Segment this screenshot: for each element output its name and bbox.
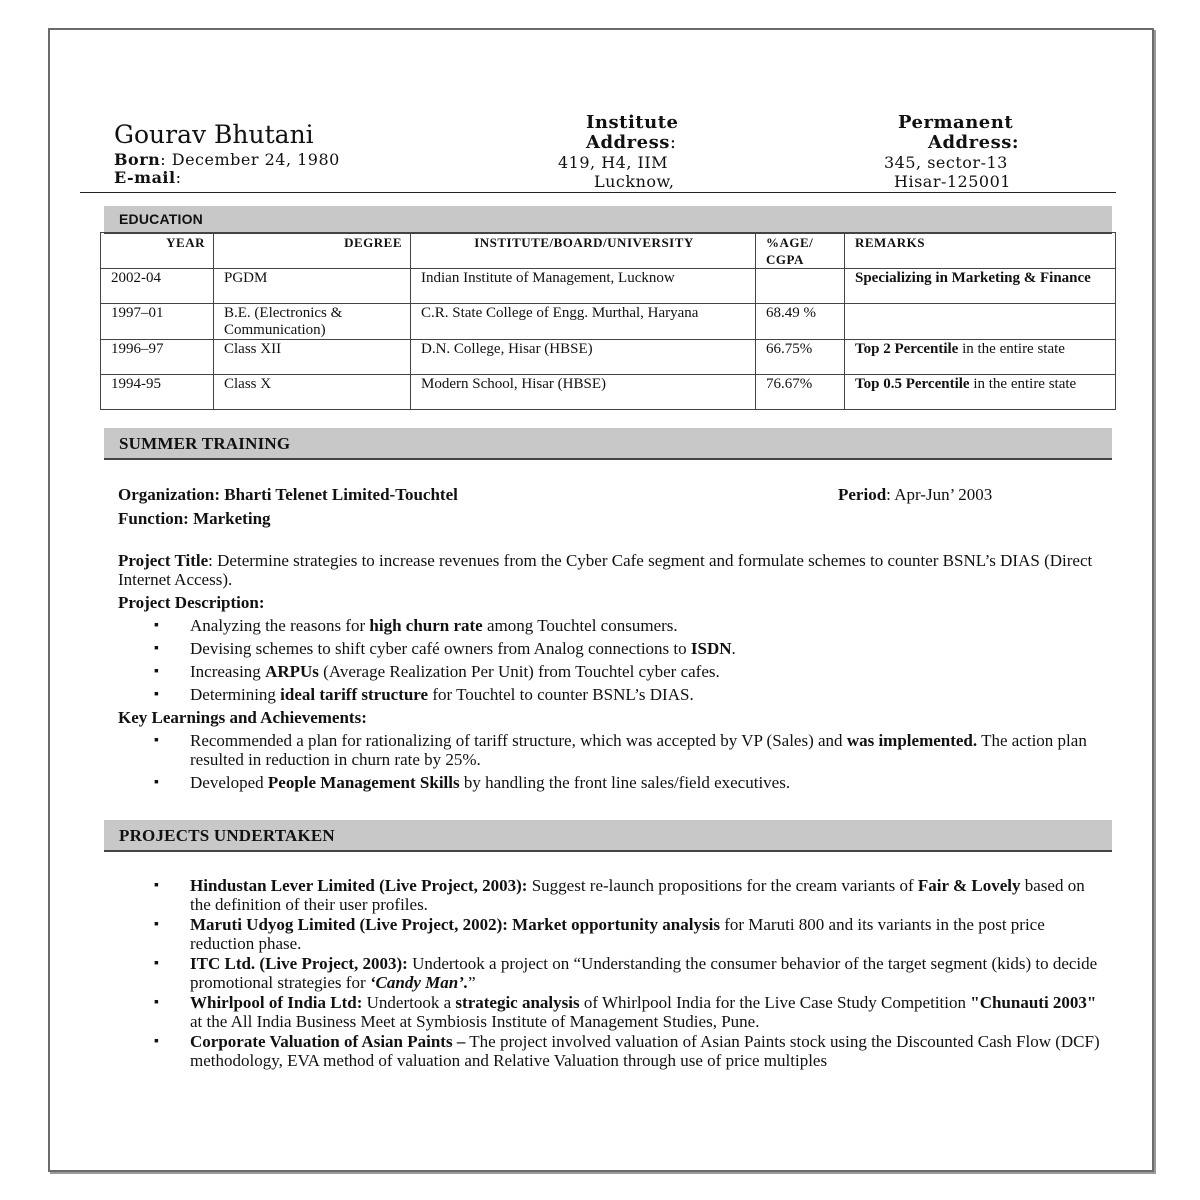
function-line: Function: Marketing — [118, 509, 271, 528]
key-learnings-label: Key Learnings and Achievements: — [118, 708, 367, 727]
born-value: : December 24, 1980 — [160, 150, 340, 169]
institute-address-line-2: Lucknow, — [594, 172, 675, 191]
period-label: Period — [838, 485, 887, 504]
list-item: ▪ Recommended a plan for rationalizing of tariff structure, which was accepted by VP (Sales) and was implemented. The action plan resulted in reduction in churn rate by 25%. — [118, 731, 1108, 769]
cell-degree: B.E. (Electronics & Communication) — [214, 304, 411, 340]
organization-value: : Bharti Telenet Limited-Touchtel — [214, 485, 458, 504]
summer-training-title: SUMMER TRAINING — [119, 434, 291, 453]
cell-institute: Modern School, Hisar (HBSE) — [411, 375, 756, 410]
institute-address-title-2: Address: — [586, 132, 677, 153]
education-section-bar — [104, 206, 1112, 234]
cell-remarks: Top 0.5 Percentile in the entire state — [845, 375, 1116, 410]
projects-title: PROJECTS UNDERTAKEN — [119, 826, 335, 845]
list-item: ▪ ITC Ltd. (Live Project, 2003): Undertook a project on “Understanding the consumer behavior of the target segment (kids) to decide promotional strategies for ‘Candy Man’.” — [118, 954, 1108, 992]
permanent-address-line-1: 345, sector-13 — [884, 153, 1008, 172]
col-year: YEAR — [101, 233, 214, 269]
cell-year: 1997–01 — [101, 304, 214, 340]
cell-score — [756, 269, 845, 304]
organization-label: Organization — [118, 485, 215, 504]
list-item: ▪ Corporate Valuation of Asian Paints – The project involved valuation of Asian Paints stock using the Discounted Cash Flow (DCF) methodology, EVA method of valuation and Relative Valuation through use of price multiples — [118, 1032, 1108, 1070]
table-row — [101, 375, 1116, 410]
cell-institute: C.R. State College of Engg. Murthal, Haryana — [411, 304, 756, 340]
cell-year: 1996–97 — [101, 340, 214, 375]
cell-institute: D.N. College, Hisar (HBSE) — [411, 340, 756, 375]
project-description-list — [118, 616, 1108, 704]
cell-institute: Indian Institute of Management, Lucknow — [411, 269, 756, 304]
email-label: E-mail — [114, 168, 176, 187]
projects-body — [118, 876, 1108, 1070]
project-title-line — [118, 551, 1108, 589]
cell-degree: PGDM — [214, 269, 411, 304]
institute-address-title-1: Institute — [586, 112, 679, 133]
list-item: ▪ Whirlpool of India Ltd: Undertook a strategic analysis of Whirlpool India for the Live Case Study Competition "Chunauti 2003" at the All India Business Meet at Symbiosis Institute of Management Studies, Pune. — [118, 993, 1108, 1031]
candidate-name: Gourav Bhutani — [114, 120, 314, 149]
born-line — [114, 150, 340, 169]
project-title-label: Project Title — [118, 551, 209, 570]
organization-line — [118, 485, 1108, 509]
summer-training-body — [118, 485, 1108, 792]
summer-training-section-bar — [104, 428, 1112, 460]
permanent-address-title-1: Permanent — [898, 112, 1014, 133]
education-header-row — [101, 233, 1116, 269]
period-line — [838, 485, 992, 504]
col-score: %AGE/ CGPA — [756, 233, 845, 269]
resume-page — [48, 28, 1154, 1172]
table-row — [101, 340, 1116, 375]
email-line — [114, 168, 181, 187]
table-row — [101, 269, 1116, 304]
cell-remarks: Specializing in Marketing & Finance — [845, 269, 1116, 304]
list-item: ▪ Analyzing the reasons for high churn rate among Touchtel consumers. — [118, 616, 1108, 635]
list-item: ▪ Maruti Udyog Limited (Live Project, 2002): Market opportunity analysis for Maruti 800 and its variants in the post price reduction phase. — [118, 915, 1108, 953]
list-item: ▪ Increasing ARPUs (Average Realization Per Unit) from Touchtel cyber cafes. — [118, 662, 1108, 681]
permanent-address-title-2: Address: — [928, 132, 1019, 153]
project-title-value: : Determine strategies to increase revenues from the Cyber Cafe segment and formulate schemes to counter BSNL’s DIAS (Direct Internet Access). — [118, 551, 1093, 589]
col-degree: DEGREE — [214, 233, 411, 269]
cell-score: 68.49 % — [756, 304, 845, 340]
col-remarks: REMARKS — [845, 233, 1116, 269]
cell-year: 2002-04 — [101, 269, 214, 304]
education-table — [100, 232, 1116, 410]
born-label: Born — [114, 150, 161, 169]
cell-remarks: Top 2 Percentile in the entire state — [845, 340, 1116, 375]
email-value: : — [175, 168, 182, 187]
projects-list — [118, 876, 1108, 1070]
projects-section-bar — [104, 820, 1112, 852]
cell-degree: Class XII — [214, 340, 411, 375]
cell-remarks — [845, 304, 1116, 340]
col-institute: INSTITUTE/BOARD/UNIVERSITY — [411, 233, 756, 269]
key-learnings-list — [118, 731, 1108, 792]
table-row — [101, 304, 1116, 340]
permanent-address-line-2: Hisar-125001 — [894, 172, 1011, 191]
cell-year: 1994-95 — [101, 375, 214, 410]
period-value: : Apr-Jun’ 2003 — [886, 485, 993, 504]
project-description-label: Project Description: — [118, 593, 265, 612]
header-divider — [80, 192, 1116, 193]
list-item: ▪ Determining ideal tariff structure for Touchtel to counter BSNL’s DIAS. — [118, 685, 1108, 704]
cell-degree: Class X — [214, 375, 411, 410]
cell-score: 76.67% — [756, 375, 845, 410]
list-item: ▪ Developed People Management Skills by handling the front line sales/field executives. — [118, 773, 1108, 792]
institute-address-line-1: 419, H4, IIM — [558, 153, 669, 172]
list-item: ▪ Devising schemes to shift cyber café owners from Analog connections to ISDN. — [118, 639, 1108, 658]
education-title: EDUCATION — [119, 211, 203, 227]
list-item: ▪ Hindustan Lever Limited (Live Project, 2003): Suggest re-launch propositions for the cream variants of Fair & Lovely based on the definition of their user profiles. — [118, 876, 1108, 914]
cell-score: 66.75% — [756, 340, 845, 375]
